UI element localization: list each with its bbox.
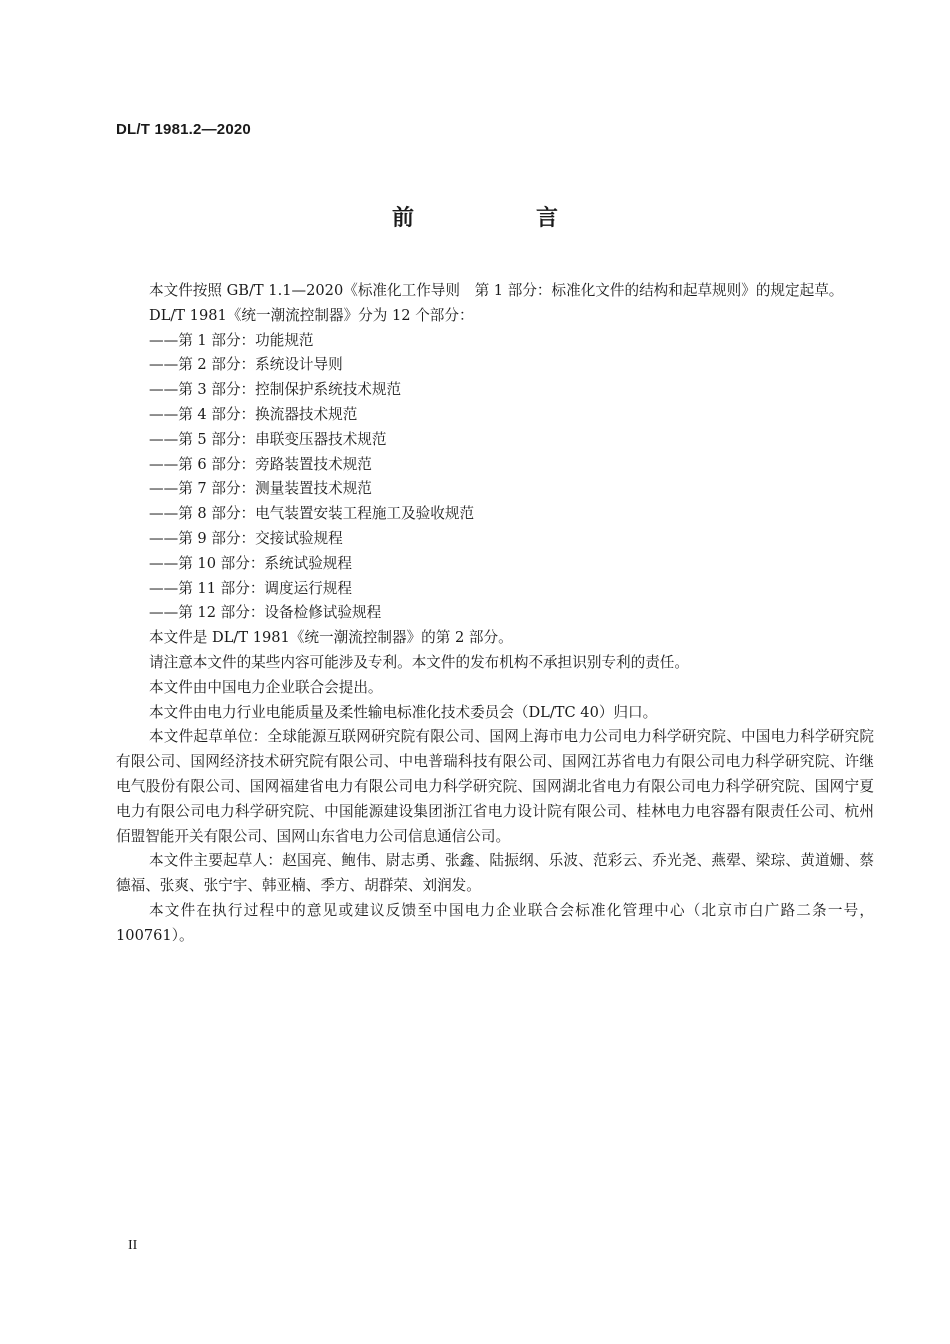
- list-item: ——第 1 部分：功能规范: [149, 331, 314, 349]
- patent-paragraph: 请注意本文件的某些内容可能涉及专利。本文件的发布机构不承担识别专利的责任。: [149, 653, 689, 671]
- parts-list: [116, 329, 874, 627]
- list-item: ——第 7 部分：测量装置技术规范: [149, 480, 372, 498]
- page-number: II: [128, 1238, 138, 1253]
- list-item: ——第 2 部分：系统设计导则: [149, 356, 343, 374]
- page-title: 前 言: [391, 206, 608, 231]
- list-item: ——第 3 部分：控制保护系统技术规范: [149, 381, 402, 399]
- centralized-paragraph: 本文件由电力行业电能质量及柔性输电标准化技术委员会（DL/TC 40）归口。: [149, 703, 658, 721]
- list-item: ——第 5 部分：串联变压器技术规范: [149, 430, 387, 448]
- foreword-body: [116, 279, 874, 949]
- proposed-paragraph: 本文件由中国电力企业联合会提出。: [149, 678, 383, 696]
- document-code: DL/T 1981.2—2020: [116, 121, 251, 138]
- list-item: ——第 10 部分：系统试验规程: [149, 554, 352, 572]
- list-item: ——第 9 部分：交接试验规程: [149, 529, 343, 547]
- list-item: ——第 6 部分：旁路装置技术规范: [149, 455, 372, 473]
- feedback-paragraph: 本文件在执行过程中的意见或建议反馈至中国电力企业联合会标准化管理中心（北京市白广路二条一号，100761）。: [116, 901, 874, 944]
- list-item: ——第 4 部分：换流器技术规范: [149, 405, 358, 423]
- intro-paragraph: 本文件按照 GB/T 1.1—2020《标准化工作导则 第 1 部分：标准化文件的结构和起草规则》的规定起草。: [149, 282, 844, 299]
- drafters-paragraph: 本文件主要起草人：赵国亮、鲍伟、尉志勇、张鑫、陆振纲、乐波、范彩云、乔光尧、燕翚、梁琮、黄道姗、蔡德福、张爽、张宁宇、韩亚楠、季方、胡群荣、刘润发。: [116, 852, 874, 895]
- list-item: ——第 12 部分：设备检修试验规程: [149, 604, 382, 622]
- drafting-units-paragraph: 本文件起草单位：全球能源互联网研究院有限公司、国网上海市电力公司电力科学研究院、中国电力科学研究院有限公司、国网经济技术研究院有限公司、中电普瑞科技有限公司、国网江苏省电力有限公司电力科学研究院、许继电气股份有限公司、国网福建省电力有限公司电力科学研究院、国网湖北省电力有限公司电力科学研究院、国网宁夏电力有限公司电力科学研究院、中国能源建设集团浙江省电力设计院有限公司、桂林电力电容器有限责任公司、杭州佰盟智能开关有限公司、国网山东省电力公司信息通信公司。: [116, 728, 874, 845]
- list-item: ——第 8 部分：电气装置安装工程施工及验收规范: [149, 505, 475, 523]
- this-part-paragraph: 本文件是 DL/T 1981《统一潮流控制器》的第 2 部分。: [149, 629, 513, 647]
- list-item: ——第 11 部分：调度运行规程: [149, 579, 352, 597]
- series-paragraph: DL/T 1981《统一潮流控制器》分为 12 个部分：: [149, 306, 474, 324]
